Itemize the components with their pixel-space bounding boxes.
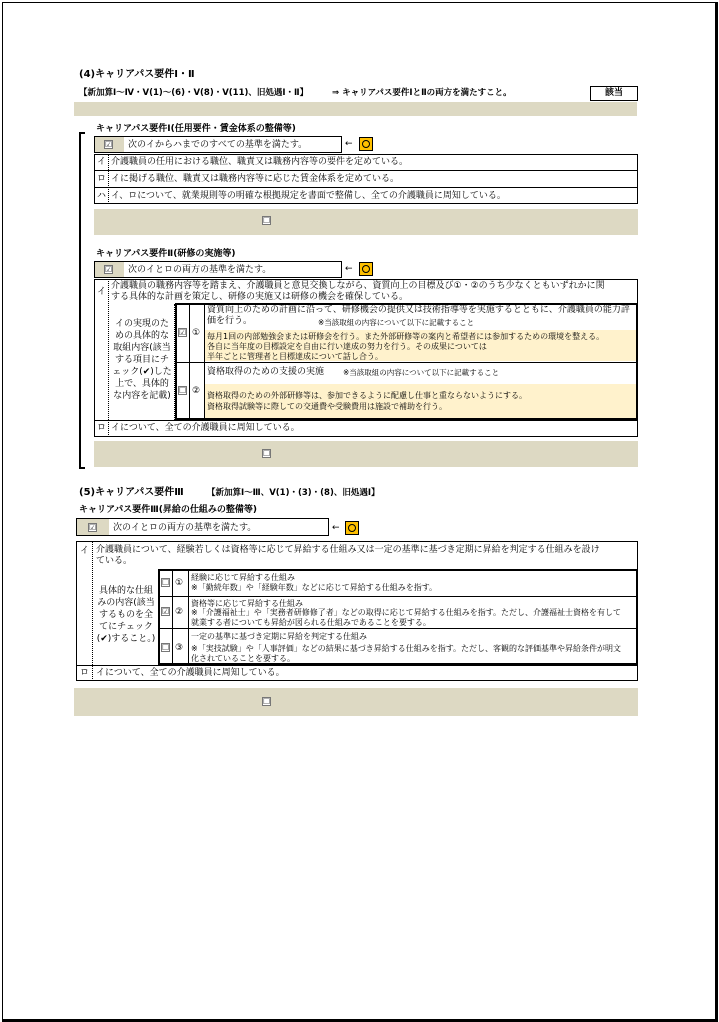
req3-opt3-line2: ※「実技試験」や「人事評価」などの結果に基づき昇給する仕組みを指す。ただし、客観的な評価基準や昇給条件が明文	[191, 644, 622, 653]
req3-ro-mark: ロ	[80, 668, 90, 678]
req3-opt3-checkbox[interactable]: ☐	[162, 643, 170, 652]
req3-title: キャリアパス要件Ⅲ(昇給の仕組みの整備等)	[79, 505, 258, 515]
req3-i-text-2: ている。	[96, 556, 133, 566]
req3-ro-text: イについて、全ての介護職員に周知している。	[96, 668, 285, 678]
req3-opt1-line2: ※「勤続年数」や「経験年数」などに応じて昇給する仕組みを指す。	[191, 583, 438, 592]
req3-checkbox[interactable]: ☑	[89, 523, 97, 532]
req1-checkbox[interactable]: ☑	[105, 140, 113, 149]
req3-opt3-line1: 一定の基準に基づき定期に昇給を判定する仕組み	[191, 632, 367, 641]
req3-opt3-num: ③	[175, 643, 184, 653]
opt1-detail-1: 毎月1回の内部勉強会または研修会を行う。また外部研修等の案内と希望者には参加するための環境を整える。	[207, 332, 605, 341]
section4-requirement: ⇒ キャリアパス要件ⅠとⅡの両方を満たすこと。	[332, 88, 512, 98]
req1-empty-checkbox[interactable]: ☐	[263, 216, 271, 225]
opt1-detail-2: 各自に当年度の目標設定を自由に行い達成の努力を行う。その成果については	[207, 342, 487, 351]
req2-i-text-1: 介護職員の職務内容等を踏まえ、介護職員と意見交換しながら、資質向上の目標及び①・②のうち少なくともいずれかに関	[111, 281, 605, 291]
req1-item-mark: ハ	[97, 191, 107, 201]
req2-check-label: 次のイとロの両方の基準を満たす。	[128, 265, 272, 275]
opt1-note: ※当該取組の内容について以下に記載すること	[318, 318, 475, 327]
req2-checkbox[interactable]: ☑	[105, 265, 113, 274]
req1-item-mark: ロ	[97, 174, 107, 184]
req3-opt2-line3: 就業する者についても昇給が図られる仕組みであることを要する。	[191, 618, 431, 627]
req3-opt2-num: ②	[175, 607, 184, 617]
req2-gray-row	[94, 441, 638, 467]
req1-gray-row	[94, 209, 638, 235]
req3-check-label: 次のイとロの両方の基準を満たす。	[113, 523, 257, 533]
req3-left-label: 具体的な仕組みの内容(該当するものを全てにチェック(✔)すること。)	[96, 586, 156, 644]
req1-item-text: イに掲げる職位、職責又は職務内容等に応じた賃金体系を定めている。	[111, 174, 400, 184]
req3-opt2-line1: 資格等に応じて昇給する仕組み	[191, 599, 303, 608]
gray-band	[74, 102, 637, 116]
req1-check-label: 次のイからハまでのすべての基準を満たす。	[128, 140, 308, 150]
req1-item-text: 介護職員の任用における職位、職責又は職務内容等の要件を定めている。	[111, 157, 409, 167]
req3-i-text-1: 介護職員について、経験若しくは資格等に応じて昇給する仕組み又は一定の基準に基づき定期に昇給を判定する仕組みを設け	[96, 545, 600, 555]
section5-applies: 【新加算Ⅰ～Ⅲ、Ⅴ(1)・(3)・(8)、旧処遇Ⅰ】	[207, 488, 380, 498]
section5-title: (5)キャリアパス要件Ⅲ	[79, 487, 184, 498]
bracket-top	[79, 132, 85, 134]
req2-i-mark: イ	[97, 287, 107, 297]
req3-empty-checkbox[interactable]: ☐	[263, 697, 271, 706]
req2-ro-text: イについて、全ての介護職員に周知している。	[111, 423, 300, 433]
opt1-detail-3: 半年ごとに管理者と目標達成について話し合う。	[207, 352, 383, 361]
req2-left-label: イの実現のための具体的な取組内容(該当する項目にチェック(✔)した上で、具体的な内容を記載)	[112, 319, 172, 401]
opt1-checkbox[interactable]: ☑	[179, 328, 187, 337]
opt2-detail-1: 資格取得のための外部研修等は、参加できるように配慮し仕事と重ならないようにする。	[207, 391, 527, 400]
req3-opt2-checkbox[interactable]: ☑	[162, 607, 170, 616]
req2-empty-checkbox[interactable]: ☐	[263, 449, 271, 458]
opt2-detail-2: 資格取得試験等に際しての交通費や受験費用は施設で補助を行う。	[207, 402, 447, 411]
opt2-checkbox[interactable]: ☐	[179, 386, 187, 395]
bracket-bottom	[79, 467, 85, 469]
req3-i-mark: イ	[80, 546, 90, 556]
req2-i-text-2: する具体的な計画を策定し、研修の実施又は研修の機会を確保している。	[111, 292, 409, 302]
req3-arrow: ←	[332, 523, 340, 533]
req1-title: キャリアパス要件Ⅰ(任用要件・賃金体系の整備等)	[96, 124, 296, 134]
req1-arrow: ←	[345, 139, 353, 149]
section-bracket	[79, 132, 81, 468]
section4-title: (4)キャリアパス要件Ⅰ・Ⅱ	[79, 69, 195, 80]
req3-opt1-checkbox[interactable]: ☐	[162, 578, 170, 587]
status-badge[interactable]: 該当	[590, 86, 638, 101]
section4-applies: 【新加算Ⅰ～Ⅳ・Ⅴ(1)～(6)・Ⅴ(8)・Ⅴ(11)、旧処遇Ⅰ・Ⅱ】	[79, 88, 309, 98]
opt1-num: ①	[192, 328, 201, 338]
req3-circle-icon	[345, 521, 359, 535]
req3-opt3-line3: 化されていることを要する。	[191, 654, 295, 663]
req2-title: キャリアパス要件Ⅱ(研修の実施等)	[96, 249, 236, 259]
req1-circle-icon	[359, 137, 373, 151]
req3-opt1-line1: 経験に応じて昇給する仕組み	[191, 573, 295, 582]
req3-gray-row	[74, 688, 638, 716]
opt2-num: ②	[192, 386, 201, 396]
req2-arrow: ←	[345, 264, 353, 274]
req2-ro-mark: ロ	[97, 423, 107, 433]
req1-item-text: イ、ロについて、就業規則等の明確な根拠規定を書面で整備し、全ての介護職員に周知している。	[111, 191, 506, 201]
opt2-head: 資格取得のための支援の実施	[207, 367, 325, 377]
opt2-note: ※当該取組の内容について以下に記載すること	[343, 368, 500, 377]
req1-item-mark: イ	[97, 157, 107, 167]
req3-opt1-num: ①	[175, 578, 184, 588]
opt1-head: 資質向上のための計画に沿って、研修機会の提供又は技術指導等を実施するとともに、介護職員の能力評価を行う。	[207, 305, 630, 326]
req3-opt2-line2: ※「介護福祉士」や「実務者研修修了者」などの取得に応じて昇給する仕組みを指す。ただし、介護福祉士資格を有して	[191, 608, 622, 617]
req2-circle-icon	[359, 262, 373, 276]
